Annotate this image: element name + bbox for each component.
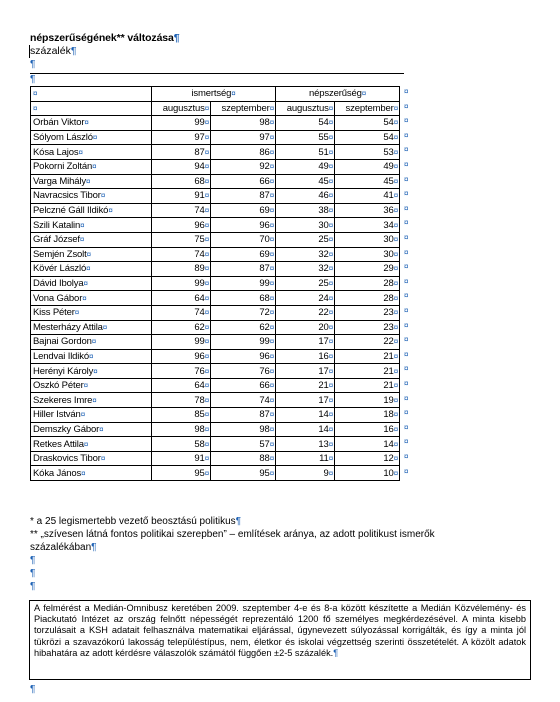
row-end-marker: ¤ — [404, 379, 409, 388]
table-row — [31, 247, 400, 262]
politician-name-cell[interactable]: Orbán Viktor¤ — [31, 116, 152, 131]
value-cell[interactable]: 74¤ — [152, 247, 211, 262]
value-cell[interactable]: 53¤ — [335, 145, 400, 160]
row-end-marker: ¤ — [404, 422, 409, 432]
row-end-marker: ¤ — [404, 189, 409, 199]
table-row — [31, 437, 400, 452]
value-cell[interactable]: 38¤ — [276, 203, 335, 218]
row-end-marker: ¤ — [404, 364, 409, 374]
table-row — [31, 116, 400, 131]
row-end-marker: ¤ — [404, 393, 409, 403]
footnote-2: ** „szívesen látná fontos politikai szerepben” – említések aránya, az adott politikust ismerők — [30, 529, 435, 540]
value-cell[interactable]: 54¤ — [335, 116, 400, 131]
row-end-marker: ¤ — [404, 320, 409, 330]
pilcrow-mark: ¶ — [70, 45, 77, 57]
value-cell[interactable]: 14¤ — [276, 408, 335, 423]
politician-name-cell[interactable]: Szili Katalin¤ — [31, 218, 152, 233]
politician-name-cell[interactable]: Szekeres Imre¤ — [31, 393, 152, 408]
value-cell[interactable]: 54¤ — [276, 116, 335, 131]
politician-name-cell[interactable]: Vona Gábor¤ — [31, 291, 152, 306]
value-cell[interactable]: 91¤ — [152, 189, 211, 204]
subheader-september[interactable]: szeptember¤ — [211, 101, 276, 116]
table-row — [31, 291, 400, 306]
value-cell[interactable]: 10¤ — [335, 466, 400, 481]
value-cell[interactable]: 85¤ — [152, 408, 211, 423]
value-cell[interactable]: 69¤ — [211, 203, 276, 218]
value-cell[interactable]: 69¤ — [211, 247, 276, 262]
value-cell[interactable]: 96¤ — [211, 218, 276, 233]
value-cell[interactable]: 36¤ — [335, 203, 400, 218]
politician-name-cell[interactable]: Dávid Ibolya¤ — [31, 276, 152, 291]
table-row — [31, 393, 400, 408]
table-row — [31, 232, 400, 247]
value-cell[interactable]: 96¤ — [152, 218, 211, 233]
politician-name-cell[interactable]: Demszky Gábor¤ — [31, 422, 152, 437]
politician-name-cell[interactable]: Lendvai Ildikó¤ — [31, 349, 152, 364]
value-cell[interactable]: 98¤ — [152, 422, 211, 437]
value-cell[interactable]: 30¤ — [276, 218, 335, 233]
politician-name-cell[interactable]: Bajnai Gordon¤ — [31, 335, 152, 350]
value-cell[interactable]: 17¤ — [276, 335, 335, 350]
value-cell[interactable]: 99¤ — [152, 276, 211, 291]
value-cell[interactable]: 14¤ — [276, 422, 335, 437]
row-end-marker: ¤ — [404, 262, 409, 272]
value-cell[interactable]: 18¤ — [335, 408, 400, 423]
popularity-table — [30, 86, 400, 481]
value-cell[interactable]: 24¤ — [276, 291, 335, 306]
value-cell[interactable]: 66¤ — [211, 378, 276, 393]
politician-name-cell[interactable]: Oszkó Péter¤ — [31, 378, 152, 393]
value-cell[interactable]: 57¤ — [211, 437, 276, 452]
value-cell[interactable]: 62¤ — [211, 320, 276, 335]
value-cell[interactable]: 68¤ — [211, 291, 276, 306]
value-cell[interactable]: 66¤ — [211, 174, 276, 189]
value-cell[interactable]: 98¤ — [211, 422, 276, 437]
value-cell[interactable]: 32¤ — [276, 247, 335, 262]
row-end-marker: ¤ — [404, 233, 409, 242]
value-cell[interactable]: 25¤ — [276, 232, 335, 247]
politician-name-cell[interactable]: Draskovics Tibor¤ — [31, 451, 152, 466]
value-cell[interactable]: 70¤ — [211, 232, 276, 247]
table-row — [31, 218, 400, 233]
value-cell[interactable]: 30¤ — [335, 247, 400, 262]
value-cell[interactable]: 96¤ — [152, 349, 211, 364]
header-awareness[interactable]: ismertség¤ — [152, 87, 276, 102]
empty-paragraph[interactable]: ¶ — [30, 59, 36, 70]
value-cell[interactable]: 86¤ — [211, 145, 276, 160]
table-row — [31, 349, 400, 364]
value-cell[interactable]: 22¤ — [335, 335, 400, 350]
row-end-marker: ¤ — [404, 335, 409, 345]
table-row — [31, 189, 400, 204]
footnote-2-continued: százalékában¶ — [30, 542, 97, 553]
value-cell[interactable]: 21¤ — [335, 349, 400, 364]
politician-name-cell[interactable]: Varga Mihály¤ — [31, 174, 152, 189]
politician-name-cell[interactable]: Gráf József¤ — [31, 232, 152, 247]
row-end-marker: ¤ — [404, 349, 409, 359]
value-cell[interactable]: 55¤ — [276, 130, 335, 145]
table-row — [31, 305, 400, 320]
politician-name-cell[interactable]: Pelczné Gáll Ildikó¤ — [31, 203, 152, 218]
empty-paragraph[interactable]: ¶ — [30, 568, 36, 579]
value-cell[interactable]: 32¤ — [276, 262, 335, 277]
politician-name-cell[interactable]: Herényi Károly¤ — [31, 364, 152, 379]
value-cell[interactable]: 19¤ — [335, 393, 400, 408]
value-cell[interactable]: 76¤ — [211, 364, 276, 379]
politician-name-cell[interactable]: Kósa Lajos¤ — [31, 145, 152, 160]
value-cell[interactable]: 29¤ — [335, 262, 400, 277]
table-row — [31, 145, 400, 160]
value-cell[interactable]: 99¤ — [211, 276, 276, 291]
methodology-text: A felmérést a Medián-Omnibusz keretében 2009. szeptember 4-e és 8-a között készítette a Medián Közvélemény- és Piackutató Intézet az ország felnőtt népességét reprezentáló 1200 fő személyes megkérdezésével. A minta kisebb torzulásait a KSH adatait felhasználva matematikai eljárással, úgynevezett súlyozással korrigálták, és így a minta jól tükrözi a szavazókorú lakosság településtípus, nem, életkor és iskolai végzettség szerinti összetételét. A közölt adatok hibahatára az adott kérdésre válaszolók számától függően ±2-5 százalék. — [34, 603, 526, 658]
row-end-marker: ¤ — [404, 87, 409, 96]
politician-name-cell[interactable]: Mesterházy Attila¤ — [31, 320, 152, 335]
value-cell[interactable]: 20¤ — [276, 320, 335, 335]
table-corner-cell[interactable]: ¤ — [31, 101, 152, 116]
value-cell[interactable]: 76¤ — [152, 364, 211, 379]
value-cell[interactable]: 89¤ — [152, 262, 211, 277]
methodology-box[interactable]: A felmérést a Medián-Omnibusz keretében 2009. szeptember 4-e és 8-a között készítette a Medián Közvélemény- és Piackutató Intézet az ország felnőtt népességét reprezentáló 1200 fő személyes megkérdezésével. A minta kisebb torzulásait a KSH adatait felhasználva matematikai eljárással, úgynevezett súlyozással korrigálták, és így a minta jól tükrözi a szavazókorú lakosság településtípus, nem, életkor és iskolai végzettség szerinti összetételét. A közölt adatok hibahatára az adott kérdésre válaszolók számától függően ±2-5 százalék.¶ — [29, 600, 531, 680]
row-end-marker: ¤ — [404, 276, 409, 286]
subheader-august[interactable]: augusztus¤ — [276, 101, 335, 116]
subheader-september[interactable]: szeptember¤ — [335, 101, 400, 116]
value-cell[interactable]: 64¤ — [152, 378, 211, 393]
value-cell[interactable]: 99¤ — [211, 335, 276, 350]
value-cell[interactable]: 88¤ — [211, 451, 276, 466]
value-cell[interactable]: 74¤ — [152, 203, 211, 218]
value-cell[interactable]: 21¤ — [335, 378, 400, 393]
footnote-1: * a 25 legismertebb vezető beosztású politikus¶ — [30, 516, 242, 527]
value-cell[interactable]: 14¤ — [335, 437, 400, 452]
value-cell[interactable]: 11¤ — [276, 451, 335, 466]
table-row — [31, 378, 400, 393]
value-cell[interactable]: 97¤ — [211, 130, 276, 145]
value-cell[interactable]: 22¤ — [276, 305, 335, 320]
empty-paragraph[interactable]: ¶ — [30, 581, 36, 592]
subheader-august[interactable]: augusztus¤ — [152, 101, 211, 116]
value-cell[interactable]: 58¤ — [152, 437, 211, 452]
politician-name-cell[interactable]: Navracsics Tibor¤ — [31, 189, 152, 204]
row-end-marker: ¤ — [404, 160, 409, 169]
row-end-marker: ¤ — [404, 203, 409, 213]
value-cell[interactable]: 41¤ — [335, 189, 400, 204]
table-row — [31, 130, 400, 145]
row-end-marker: ¤ — [404, 130, 409, 140]
table-row — [31, 276, 400, 291]
table-row — [31, 159, 400, 174]
value-cell[interactable]: 28¤ — [335, 276, 400, 291]
empty-paragraph[interactable]: ¶ — [30, 74, 36, 85]
value-cell[interactable]: 87¤ — [211, 408, 276, 423]
value-cell[interactable]: 51¤ — [276, 145, 335, 160]
table-row — [31, 320, 400, 335]
row-end-marker: ¤ — [404, 466, 409, 476]
row-end-marker: ¤ — [404, 306, 409, 315]
value-cell[interactable]: 23¤ — [335, 305, 400, 320]
value-cell[interactable]: 72¤ — [211, 305, 276, 320]
value-cell[interactable]: 74¤ — [211, 393, 276, 408]
value-cell[interactable]: 95¤ — [152, 466, 211, 481]
value-cell[interactable]: 34¤ — [335, 218, 400, 233]
row-end-marker: ¤ — [404, 218, 409, 228]
value-cell[interactable]: 54¤ — [335, 130, 400, 145]
document-title: népszerűségének** változása¶ — [30, 32, 180, 44]
value-cell[interactable]: 98¤ — [211, 116, 276, 131]
value-cell[interactable]: 74¤ — [152, 305, 211, 320]
value-cell[interactable]: 64¤ — [152, 291, 211, 306]
table-row — [31, 364, 400, 379]
row-end-marker: ¤ — [404, 101, 409, 111]
table-row — [31, 174, 400, 189]
value-cell[interactable]: 23¤ — [335, 320, 400, 335]
pilcrow-mark: ¶ — [173, 32, 180, 44]
politician-name-cell[interactable]: Retkes Attila¤ — [31, 437, 152, 452]
value-cell[interactable]: 87¤ — [211, 189, 276, 204]
header-popularity[interactable]: népszerűség¤ — [276, 87, 400, 102]
value-cell[interactable]: 16¤ — [276, 349, 335, 364]
politician-name-cell[interactable]: Kövér László¤ — [31, 262, 152, 277]
table-row — [31, 422, 400, 437]
politician-name-cell[interactable]: Pokorni Zoltán¤ — [31, 159, 152, 174]
row-end-marker: ¤ — [404, 247, 409, 257]
value-cell[interactable]: 21¤ — [335, 364, 400, 379]
table-row — [31, 466, 400, 481]
row-end-marker: ¤ — [404, 174, 409, 184]
row-end-marker: ¤ — [404, 408, 409, 418]
value-cell[interactable]: 99¤ — [152, 335, 211, 350]
table-header-row — [31, 87, 400, 102]
row-end-marker: ¤ — [404, 116, 409, 126]
row-end-marker: ¤ — [404, 437, 409, 447]
value-cell[interactable]: 96¤ — [211, 349, 276, 364]
table-corner-cell[interactable]: ¤ — [31, 87, 152, 102]
value-cell[interactable]: 17¤ — [276, 364, 335, 379]
value-cell[interactable]: 97¤ — [152, 130, 211, 145]
value-cell[interactable]: 21¤ — [276, 378, 335, 393]
value-cell[interactable]: 95¤ — [211, 466, 276, 481]
value-cell[interactable]: 46¤ — [276, 189, 335, 204]
value-cell[interactable]: 45¤ — [276, 174, 335, 189]
value-cell[interactable]: 9¤ — [276, 466, 335, 481]
value-cell[interactable]: 16¤ — [335, 422, 400, 437]
table-row — [31, 262, 400, 277]
value-cell[interactable]: 91¤ — [152, 451, 211, 466]
row-end-marker: ¤ — [404, 291, 409, 301]
value-cell[interactable]: 12¤ — [335, 451, 400, 466]
value-cell[interactable]: 87¤ — [152, 145, 211, 160]
table-row — [31, 335, 400, 350]
table-row — [31, 451, 400, 466]
value-cell[interactable]: 62¤ — [152, 320, 211, 335]
value-cell[interactable]: 75¤ — [152, 232, 211, 247]
empty-paragraph[interactable]: ¶ — [30, 684, 36, 695]
politician-name-cell[interactable]: Semjén Zsolt¤ — [31, 247, 152, 262]
row-end-marker: ¤ — [404, 452, 409, 461]
politician-name-cell[interactable]: Kóka János¤ — [31, 466, 152, 481]
value-cell[interactable]: 92¤ — [211, 159, 276, 174]
table-row — [31, 203, 400, 218]
value-cell[interactable]: 28¤ — [335, 291, 400, 306]
value-cell[interactable]: 87¤ — [211, 262, 276, 277]
value-cell[interactable]: 49¤ — [335, 159, 400, 174]
horizontal-rule — [30, 73, 404, 74]
value-cell[interactable]: 25¤ — [276, 276, 335, 291]
value-cell[interactable]: 45¤ — [335, 174, 400, 189]
value-cell[interactable]: 13¤ — [276, 437, 335, 452]
table-row — [31, 408, 400, 423]
value-cell[interactable]: 30¤ — [335, 232, 400, 247]
politician-name-cell[interactable]: Hiller István¤ — [31, 408, 152, 423]
empty-paragraph[interactable]: ¶ — [30, 555, 36, 566]
document-subtitle: százalék¶ — [30, 45, 77, 57]
value-cell[interactable]: 49¤ — [276, 159, 335, 174]
politician-name-cell[interactable]: Sólyom László¤ — [31, 130, 152, 145]
row-end-marker: ¤ — [404, 145, 409, 155]
value-cell[interactable]: 78¤ — [152, 393, 211, 408]
politician-name-cell[interactable]: Kiss Péter¤ — [31, 305, 152, 320]
value-cell[interactable]: 99¤ — [152, 116, 211, 131]
value-cell[interactable]: 17¤ — [276, 393, 335, 408]
table-subheader-row — [31, 101, 400, 116]
value-cell[interactable]: 94¤ — [152, 159, 211, 174]
value-cell[interactable]: 68¤ — [152, 174, 211, 189]
